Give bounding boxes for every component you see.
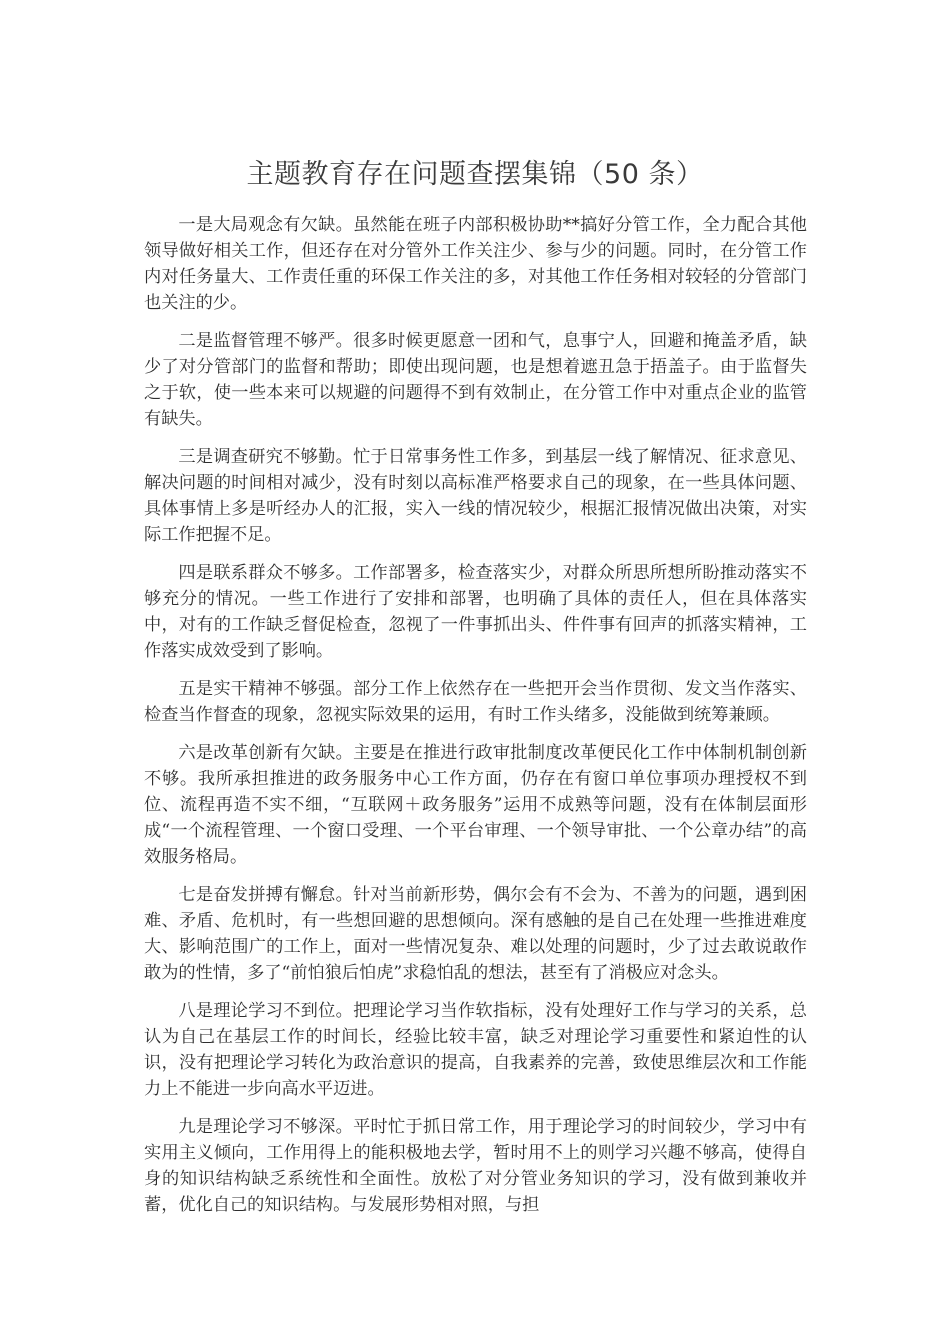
paragraph-9: 九是理论学习不够深。平时忙于抓日常工作，用于理论学习的时间较少，学习中有实用主义倾向，工作用得上的能积极地去学，暂时用不上的则学习兴趣不够高，使得自身的知识结构缺乏系统性和全面性。放松了对分管业务知识的学习，没有做到兼收并蓄，优化自己的知识结构。与发展形势相对照，与担	[144, 1117, 807, 1215]
paragraph-1: 一是大局观念有欠缺。虽然能在班子内部积极协助**搞好分管工作，全力配合其他领导做好相关工作，但还存在对分管外工作关注少、参与少的问题。同时，在分管工作内对任务量大、工作责任重的环保工作关注的多，对其他工作任务相对较轻的分管部门也关注的少。	[144, 215, 807, 313]
document-body	[144, 212, 807, 1230]
paragraph-6: 六是改革创新有欠缺。主要是在推进行政审批制度改革便民化工作中体制机制创新不够。我所承担推进的政务服务中心工作方面，仍存在有窗口单位事项办理授权不到位、流程再造不实不细，“互联网＋政务服务”运用不成熟等问题，没有在体制层面形成“一个流程管理、一个窗口受理、一个平台审理、一个领导审批、一个公章办结”的高效服务格局。	[144, 743, 807, 867]
paragraph-4: 四是联系群众不够多。工作部署多，检查落实少，对群众所思所想所盼推动落实不够充分的情况。一些工作进行了安排和部署，也明确了具体的责任人，但在具体落实中，对有的工作缺乏督促检查，忽视了一件事抓出头、件件事有回声的抓落实精神，工作落实成效受到了影响。	[144, 563, 807, 661]
paragraph-8: 八是理论学习不到位。把理论学习当作软指标，没有处理好工作与学习的关系，总认为自己在基层工作的时间长，经验比较丰富，缺乏对理论学习重要性和紧迫性的认识，没有把理论学习转化为政治意识的提高，自我素养的完善，致使思维层次和工作能力上不能进一步向高水平迈进。	[144, 1001, 807, 1099]
paragraph-5: 五是实干精神不够强。部分工作上依然存在一些把开会当作贯彻、发文当作落实、检查当作督查的现象，忽视实际效果的运用，有时工作头绪多，没能做到统筹兼顾。	[144, 679, 807, 725]
paragraph-2: 二是监督管理不够严。很多时候更愿意一团和气，息事宁人，回避和掩盖矛盾，缺少了对分管部门的监督和帮助；即使出现问题，也是想着遮丑急于捂盖子。由于监督失之于软，使一些本来可以规避的问题得不到有效制止，在分管工作中对重点企业的监管有缺失。	[144, 331, 807, 429]
document-title: 主题教育存在问题查摆集锦（50 条）	[246, 159, 704, 190]
paragraph-3: 三是调查研究不够勤。忙于日常事务性工作多，到基层一线了解情况、征求意见、解决问题的时间相对减少，没有时刻以高标准严格要求自己的现象，在一些具体问题、具体事情上多是听经办人的汇报，实入一线的情况较少，根据汇报情况做出决策，对实际工作把握不足。	[144, 447, 807, 545]
paragraph-7: 七是奋发拼搏有懈怠。针对当前新形势，偶尔会有不会为、不善为的问题，遇到困难、矛盾、危机时，有一些想回避的思想倾向。深有感触的是自己在处理一些推进难度大、影响范围广的工作上，面对一些情况复杂、难以处理的问题时，少了过去敢说敢作敢为的性情，多了“前怕狼后怕虎”求稳怕乱的想法，甚至有了消极应对念头。	[144, 885, 807, 983]
